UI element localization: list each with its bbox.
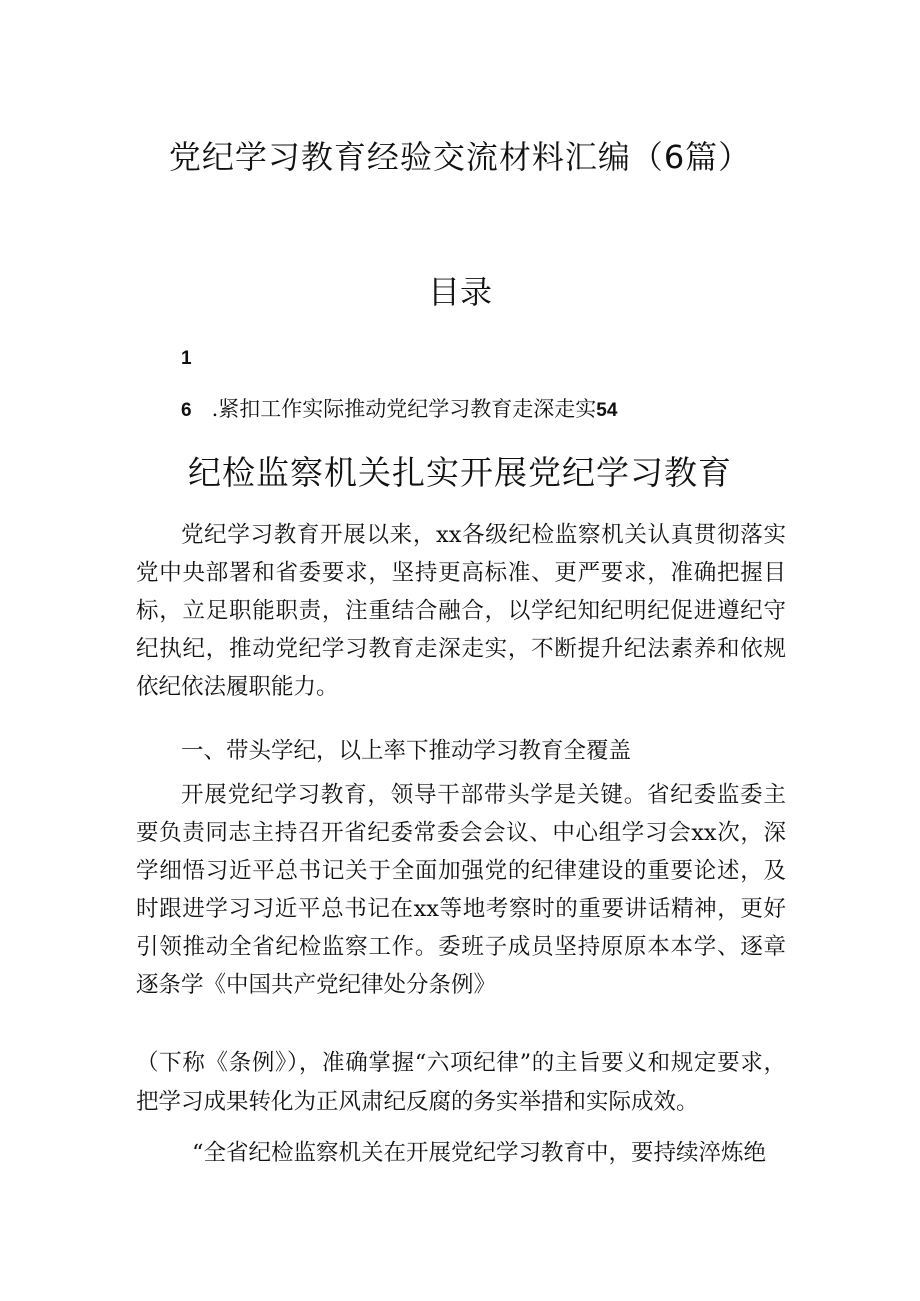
quote-paragraph: “全省纪检监察机关在开展党纪学习教育中，要持续淬炼绝 — [192, 1140, 767, 1166]
toc-entry[interactable] — [181, 393, 617, 423]
toc-entry-index: 6 — [181, 400, 192, 421]
intro-paragraph: 党纪学习教育开展以来，xx各级纪检监察机关认真贯彻落实党中央部署和省委要求，坚持更高标准、更严要求，准确把握目标，立足职能职责，注重结合融合，以学纪知纪明纪促进遵纪守纪执纪，推动党纪学习教育走深走实，不断提升纪法素养和依规依纪依法履职能力。 — [136, 522, 786, 700]
toc-heading: 目录 — [427, 273, 492, 311]
article-title: 纪检监察机关扎实开展党纪学习教育 — [188, 453, 732, 492]
body-paragraph-continued: （下称《条例》），准确掌握“六项纪律”的主旨要义和规定要求，把学习成果转化为正风肃纪反腐的务实举措和实际成效。 — [136, 1050, 786, 1115]
toc-first-number: 1 — [181, 348, 192, 369]
toc-entry-text: .紧扣工作实际推动党纪学习教育走深走实 — [211, 397, 597, 421]
section-heading: 一、带头学纪，以上率下推动学习教育全覆盖 — [181, 738, 632, 764]
body-paragraph: 开展党纪学习教育，领导干部带头学是关键。省纪委监委主要负责同志主持召开省纪委常委会会议、中心组学习会xx次，深学细悟习近平总书记关于全面加强党的纪律建设的重要论述，及时跟进学习习近平总书记在xx等地考察时的重要讲话精神，更好引领推动全省纪检监察工作。委班子成员坚持原原本本学、逐章逐条学《中国共产党纪律处分条例》 — [136, 782, 786, 998]
document-title: 党纪学习教育经验交流材料汇编（6篇） — [168, 138, 752, 176]
toc-entry-page: 54 — [596, 400, 618, 421]
